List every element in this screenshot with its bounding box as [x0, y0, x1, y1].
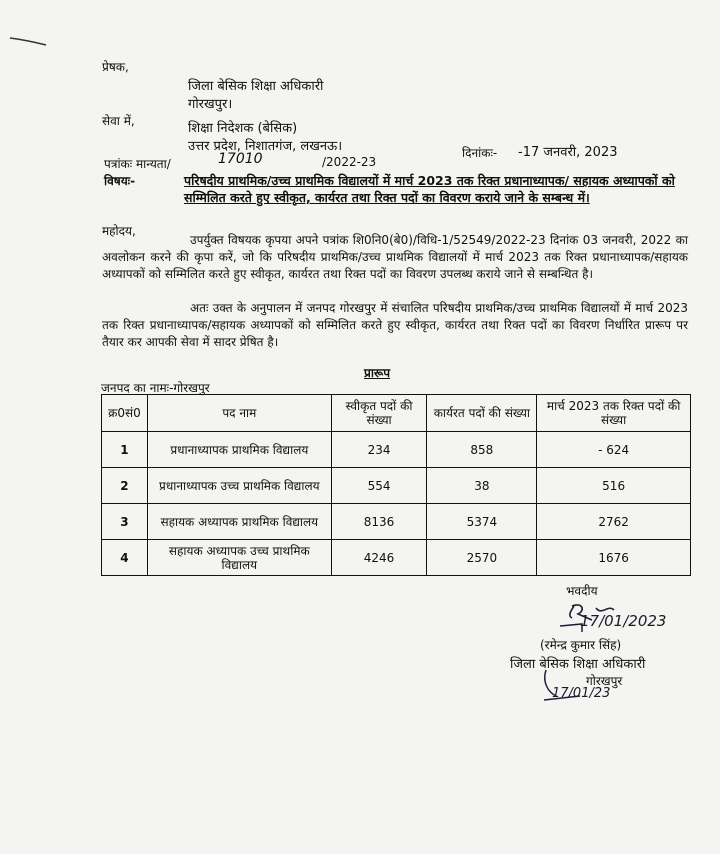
cell-working: 2570 — [427, 540, 537, 576]
pen-mark — [8, 30, 48, 50]
from-line-1: जिला बेसिक शिक्षा अधिकारी — [188, 79, 324, 94]
salutation: महोदय, — [102, 224, 136, 238]
cell-vacant: 1676 — [537, 540, 691, 576]
cell-post-name: सहायक अध्यापक प्राथमिक विद्यालय — [147, 504, 331, 540]
closing: भवदीय — [566, 584, 598, 598]
cell-working: 858 — [427, 432, 537, 468]
header-post-name: पद नाम — [147, 395, 331, 432]
date-label: दिनांकः- — [462, 146, 498, 160]
header-working: कार्यरत पदों की संख्या — [427, 395, 537, 432]
vacancy-table — [101, 394, 691, 576]
table-header-row — [102, 395, 691, 432]
cell-post-name: सहायक अध्यापक उच्च प्राथमिक विद्यालय — [147, 540, 331, 576]
signatory-designation: जिला बेसिक शिक्षा अधिकारी — [510, 657, 646, 672]
to-label: सेवा में, — [102, 114, 135, 128]
date-value: -17 जनवरी, 2023 — [518, 145, 618, 160]
cell-post-name: प्रधानाध्यापक प्राथमिक विद्यालय — [147, 432, 331, 468]
district-label: जनपद का नामः-गोरखपुर — [101, 381, 210, 395]
cell-sanctioned: 8136 — [331, 504, 427, 540]
to-line-2: उत्तर प्रदेश, निशातगंज, लखनऊ। — [188, 139, 343, 154]
from-line-2: गोरखपुर। — [188, 97, 233, 112]
subject-label: विषयः- — [104, 174, 136, 188]
ref-year: /2022-23 — [322, 155, 377, 169]
paragraph-1-text: उपर्युक्त विषयक कृपया अपने पत्रांक शि0नि0(बे0)/विधि-1/52549/2022-23 दिनांक 03 जनवरी, 2022 का अवलोकन करने की कृपा करें, जो कि परिषदीय प्राथमिक/उच्च प्राथमिक विद्यालयों में मार्च 2023 तक रिक्त प्रधानाध्यापक/सहायक अध्यापकों को सम्मिलित करते हुए स्वीकृत, कार्यरत तथा रिक्त पदों का विवरण उपलब्ध कराये जाने से सम्बन्धित है। — [102, 233, 688, 281]
cell-vacant: 516 — [537, 468, 691, 504]
signatory-name: (रमेन्द्र कुमार सिंह) — [540, 638, 622, 652]
table-row — [102, 432, 691, 468]
stamp-date: 17/01/23 — [552, 686, 611, 701]
table-row — [102, 504, 691, 540]
paragraph-1 — [102, 232, 688, 283]
cell-sanctioned: 234 — [331, 432, 427, 468]
cell-working: 5374 — [427, 504, 537, 540]
header-vacant: मार्च 2023 तक रिक्त पदों की संख्या — [537, 395, 691, 432]
subject-text: परिषदीय प्राथमिक/उच्च प्राथमिक विद्यालयों में मार्च 2023 तक रिक्त प्रधानाध्यापक/ सहायक अध्यापकों को सम्मिलित करते हुए स्वीकृत, कार्यरत तथा रिक्त पदों का विवरण कराये जाने के सम्बन्ध में। — [184, 173, 675, 205]
to-line-1: शिक्षा निदेशक (बेसिक) — [188, 121, 298, 136]
cell-serial: 3 — [102, 504, 148, 540]
cell-serial: 2 — [102, 468, 148, 504]
cell-sanctioned: 4246 — [331, 540, 427, 576]
cell-post-name: प्रधानाध्यापक उच्च प्राथमिक विद्यालय — [147, 468, 331, 504]
cell-serial: 1 — [102, 432, 148, 468]
table-row — [102, 540, 691, 576]
cell-vacant: 2762 — [537, 504, 691, 540]
header-serial: क्र0सं0 — [102, 395, 148, 432]
cell-sanctioned: 554 — [331, 468, 427, 504]
handwritten-date: 17/01/2023 — [580, 612, 667, 630]
table-row — [102, 468, 691, 504]
ref-label: पत्रांकः मान्यता/ — [104, 157, 171, 171]
cell-vacant: - 624 — [537, 432, 691, 468]
from-label: प्रेषक, — [102, 60, 129, 74]
ref-number: 17010 — [218, 151, 263, 167]
paragraph-2 — [102, 300, 688, 351]
cell-serial: 4 — [102, 540, 148, 576]
paragraph-2-text: अतः उक्त के अनुपालन में जनपद गोरखपुर में संचालित परिषदीय प्राथमिक/उच्च प्राथमिक विद्यालयों में मार्च 2023 तक रिक्त प्रधानाध्यापक/सहायक अध्यापकों को सम्मिलित करते हुए स्वीकृत, कार्यरत तथा रिक्त पदों का विवरण निर्धारित प्रारूप पर तैयार कर आपकी सेवा में सादर प्रेषित है। — [102, 301, 688, 349]
header-sanctioned: स्वीकृत पदों की संख्या — [331, 395, 427, 432]
signatory-place: गोरखपुर — [586, 674, 623, 688]
cell-working: 38 — [427, 468, 537, 504]
format-title: प्रारूप — [364, 366, 391, 380]
